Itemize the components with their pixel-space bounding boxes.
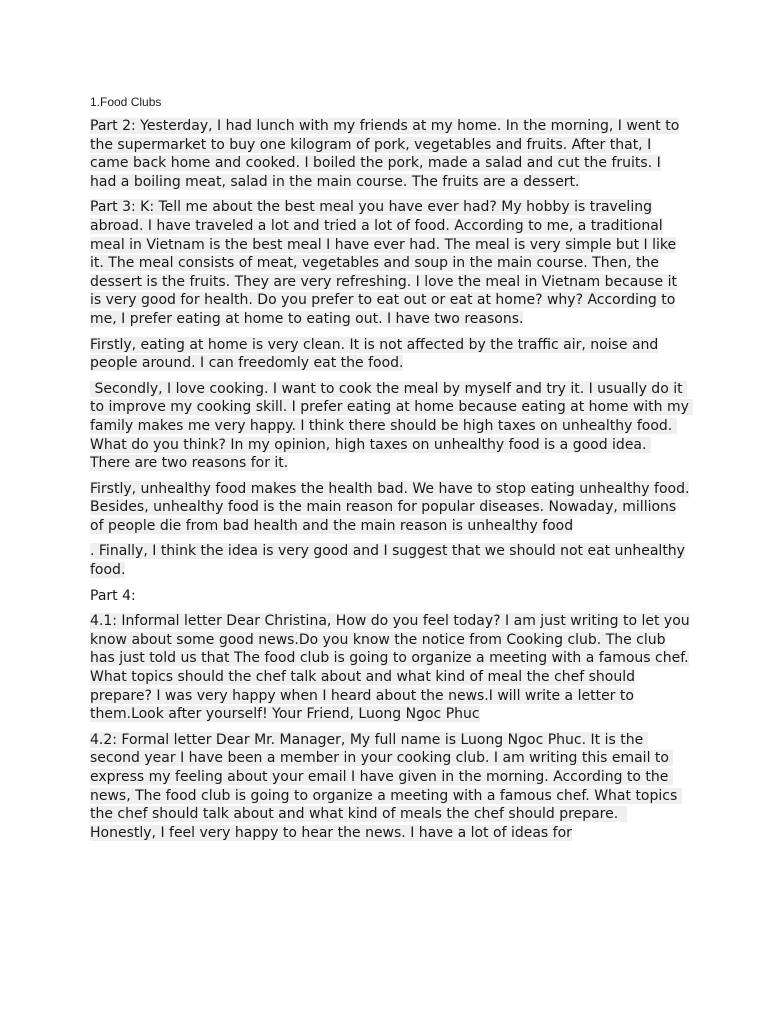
paragraph-firstly-unhealthy [90,480,690,536]
paragraph-text: Part 2: Yesterday, I had lunch with my friends at my home. In the morning, I went to the supermarket to buy one kilogram of pork, vegetables and fruits. After that, I came back home and cooked. I boiled the pork, made a salad and cut the fruits. I had a boiling meat, salad in the main course. The fruits are a dessert. [90,118,680,190]
paragraph-part-3 [90,198,690,328]
formal-letter [90,731,690,843]
document-title: 1.Food Clubs [90,95,162,109]
document-body [90,94,694,849]
paragraph-secondly-cooking [90,380,694,473]
paragraph-text: Secondly, I love cooking. I want to cook the meal by myself and try it. I usually do it to improve my cooking skill. I prefer eating at home because eating at home with my family makes me very happy. I think there should be high taxes on unhealthy food. What do you think? In my opinion, high taxes on unhealthy food is a good idea. There are two reasons for it. [90,380,694,472]
paragraph-text: . Finally, I think the idea is very good and I suggest that we should not eat unhealthy food. [90,543,685,579]
paragraph-part-2 [90,117,690,191]
paragraph-text: Part 3: K: Tell me about the best meal you have ever had? My hobby is traveling abroad. I have traveled a lot and tried a lot of food. According to me, a traditional meal in Vietnam is the best meal I have ever had. The meal is very simple but I like it. The meal consists of meat, vegetables and soup in the main course. Then, the dessert is the fruits. They are very refreshing. I love the meal in Vietnam because it is very good for health. Do you prefer to eat out or eat at home? why? According to me, I prefer eating at home to eating out. I have two reasons. [90,199,677,327]
paragraph-text: Firstly, unhealthy food makes the health bad. We have to stop eating unhealthy food. Besides, unhealthy food is the main reason for popular diseases. Nowaday, millions of people die from bad health and the main reason is unhealthy food [90,480,690,534]
paragraph-finally [90,542,690,579]
paragraph-text: 4.2: Formal letter Dear Mr. Manager, My full name is Luong Ngoc Phuc. It is the second year I have been a member in your cooking club. I am writing this email to express my feeling about your email I have given in the morning. According to the news, The food club is going to organize a meeting with a famous chef. What topics the chef should talk about and what kind of meals the chef should prepare. Honestly, I feel very happy to hear the news. I have a lot of ideas for [90,731,682,841]
paragraph-firstly-home [90,336,690,373]
informal-letter [90,612,690,724]
part-4-label: Part 4: [90,587,136,604]
paragraph-text: 4.1: Informal letter Dear Christina, How do you feel today? I am just writing to let you know about some good news.Do you know the notice from Cooking club. The club has just told us that The food club is going to organize a meeting with a famous chef. What topics should the chef talk about and what kind of meal the chef should prepare? I was very happy when I heard about the news.I will write a letter to them.Look after yourself! Your Friend, Luong Ngoc Phuc [90,613,690,723]
paragraph-text: Firstly, eating at home is very clean. It is not affected by the traffic air, noise and people around. I can freedomly eat the food. [90,336,659,372]
